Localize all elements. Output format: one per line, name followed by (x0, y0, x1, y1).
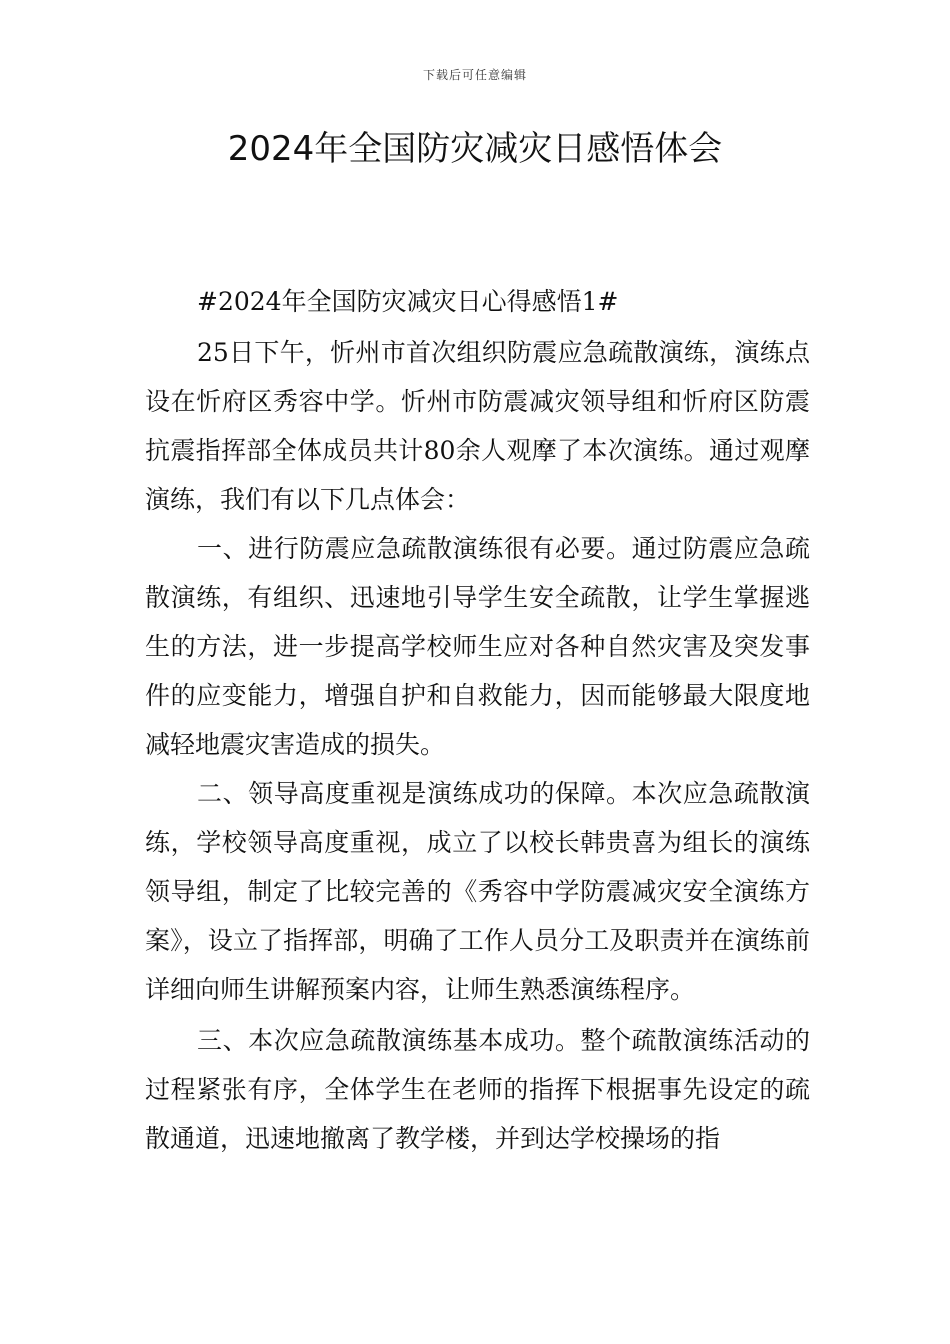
header-note: 下载后可任意编辑 (422, 68, 527, 82)
paragraph-intro: 25日下午，忻州市首次组织防震应急疏散演练，演练点设在忻府区秀容中学。忻州市防震减灾领导组和忻府区防震抗震指挥部全体成员共计80余人观摩了本次演练。通过观摩演练，我们有以下几点体会： (145, 338, 810, 514)
paragraph-point-1: 一、进行防震应急疏散演练很有必要。通过防震应急疏散演练，有组织、迅速地引导学生安全疏散，让学生掌握逃生的方法，进一步提高学校师生应对各种自然灾害及突发事件的应变能力，增强自护和自救能力，因而能够最大限度地减轻地震灾害造成的损失。 (145, 534, 810, 759)
paragraph-point-3: 三、本次应急疏散演练基本成功。整个疏散演练活动的过程紧张有序，全体学生在老师的指挥下根据事先设定的疏散通道，迅速地撤离了教学楼，并到达学校操场的指 (145, 1026, 810, 1153)
paragraph-point-2: 二、领导高度重视是演练成功的保障。本次应急疏散演练，学校领导高度重视，成立了以校长韩贵喜为组长的演练领导组，制定了比较完善的《秀容中学防震减灾安全演练方案》，设立了指挥部，明确了工作人员分工及职责并在演练前详细向师生讲解预案内容，让师生熟悉演练程序。 (145, 779, 810, 1004)
section-heading: #2024年全国防灾减灾日心得感悟1# (197, 287, 619, 316)
document-body (145, 277, 810, 1163)
document-title: 2024年全国防灾减灾日感悟体会 (227, 129, 723, 169)
